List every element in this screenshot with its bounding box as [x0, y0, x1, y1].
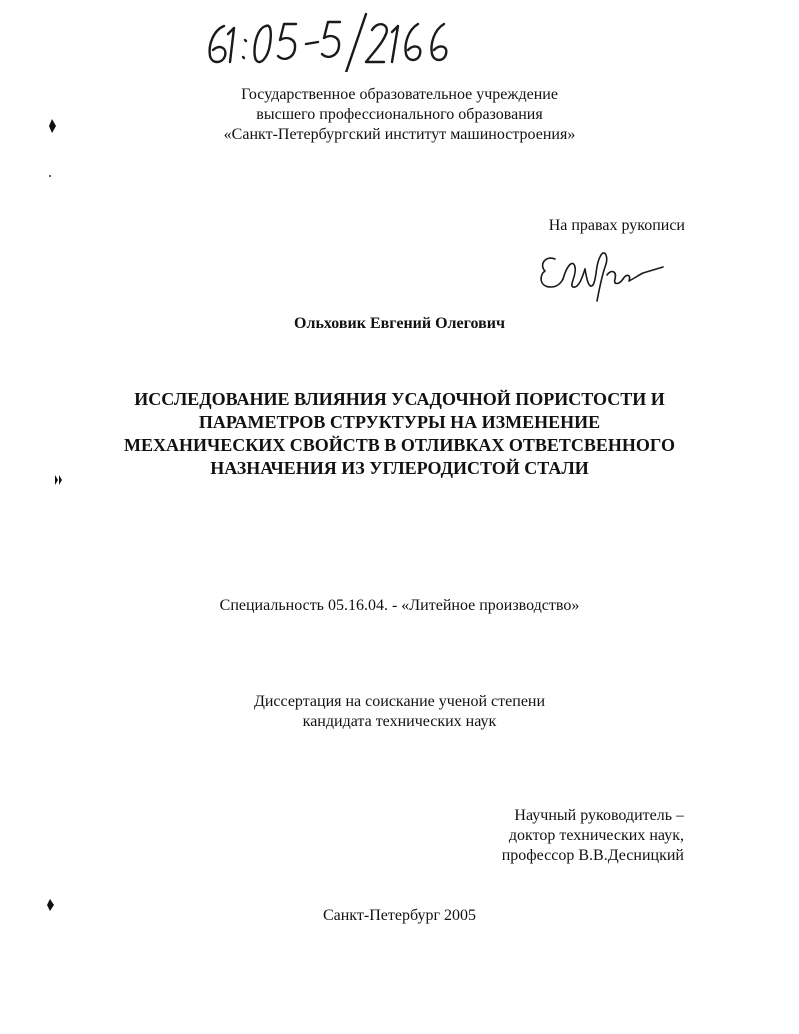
- manuscript-rights-note: На правах рукописи: [548, 217, 685, 234]
- institution-header: [0, 85, 799, 145]
- title-line-3: МЕХАНИЧЕСКИХ СВОЙСТВ В ОТЛИВКАХ ОТВЕТСВЕННОГО: [124, 435, 675, 455]
- dissertation-title: [0, 388, 799, 480]
- degree-statement: [0, 692, 799, 732]
- title-line-2: ПАРАМЕТРОВ СТРУКТУРЫ НА ИЗМЕНЕНИЕ: [198, 412, 601, 432]
- title-line-1: ИССЛЕДОВАНИЕ ВЛИЯНИЯ УСАДОЧНОЙ ПОРИСТОСТИ И: [134, 389, 665, 409]
- city-year: Санкт-Петербург 2005: [322, 907, 477, 924]
- institution-line-1: Государственное образовательное учреждение: [241, 86, 558, 103]
- handwritten-code-text: 61: 05-5/2166: [200, 12, 206, 13]
- supervisor-line-3: профессор В.В.Десницкий: [501, 847, 684, 864]
- specialty-line: Специальность 05.16.04. - «Литейное производство»: [219, 597, 580, 614]
- supervisor-line-1: Научный руководитель –: [514, 807, 684, 824]
- author-name: Ольховик Евгений Олегович: [294, 315, 505, 332]
- handwritten-archive-code: [200, 12, 460, 72]
- supervisor-line-2: доктор технических наук,: [508, 827, 684, 844]
- scan-mark-icon: [46, 118, 58, 134]
- institution-line-2: высшего профессионального образования: [256, 106, 543, 123]
- degree-line-2: кандидата технических наук: [302, 713, 497, 730]
- signature-text: Ельхов: [535, 245, 538, 246]
- scan-dot-icon: [48, 174, 52, 178]
- degree-line-1: Диссертация на соискание ученой степени: [253, 693, 546, 710]
- institution-line-3: «Санкт-Петербургский институт машиностроения»: [223, 126, 576, 143]
- author-signature: [535, 245, 665, 305]
- scan-mark-icon: [52, 473, 64, 487]
- scan-mark-icon: [44, 898, 56, 912]
- supervisor-block: [502, 806, 684, 866]
- title-line-4: НАЗНАЧЕНИЯ ИЗ УГЛЕРОДИСТОЙ СТАЛИ: [210, 458, 589, 478]
